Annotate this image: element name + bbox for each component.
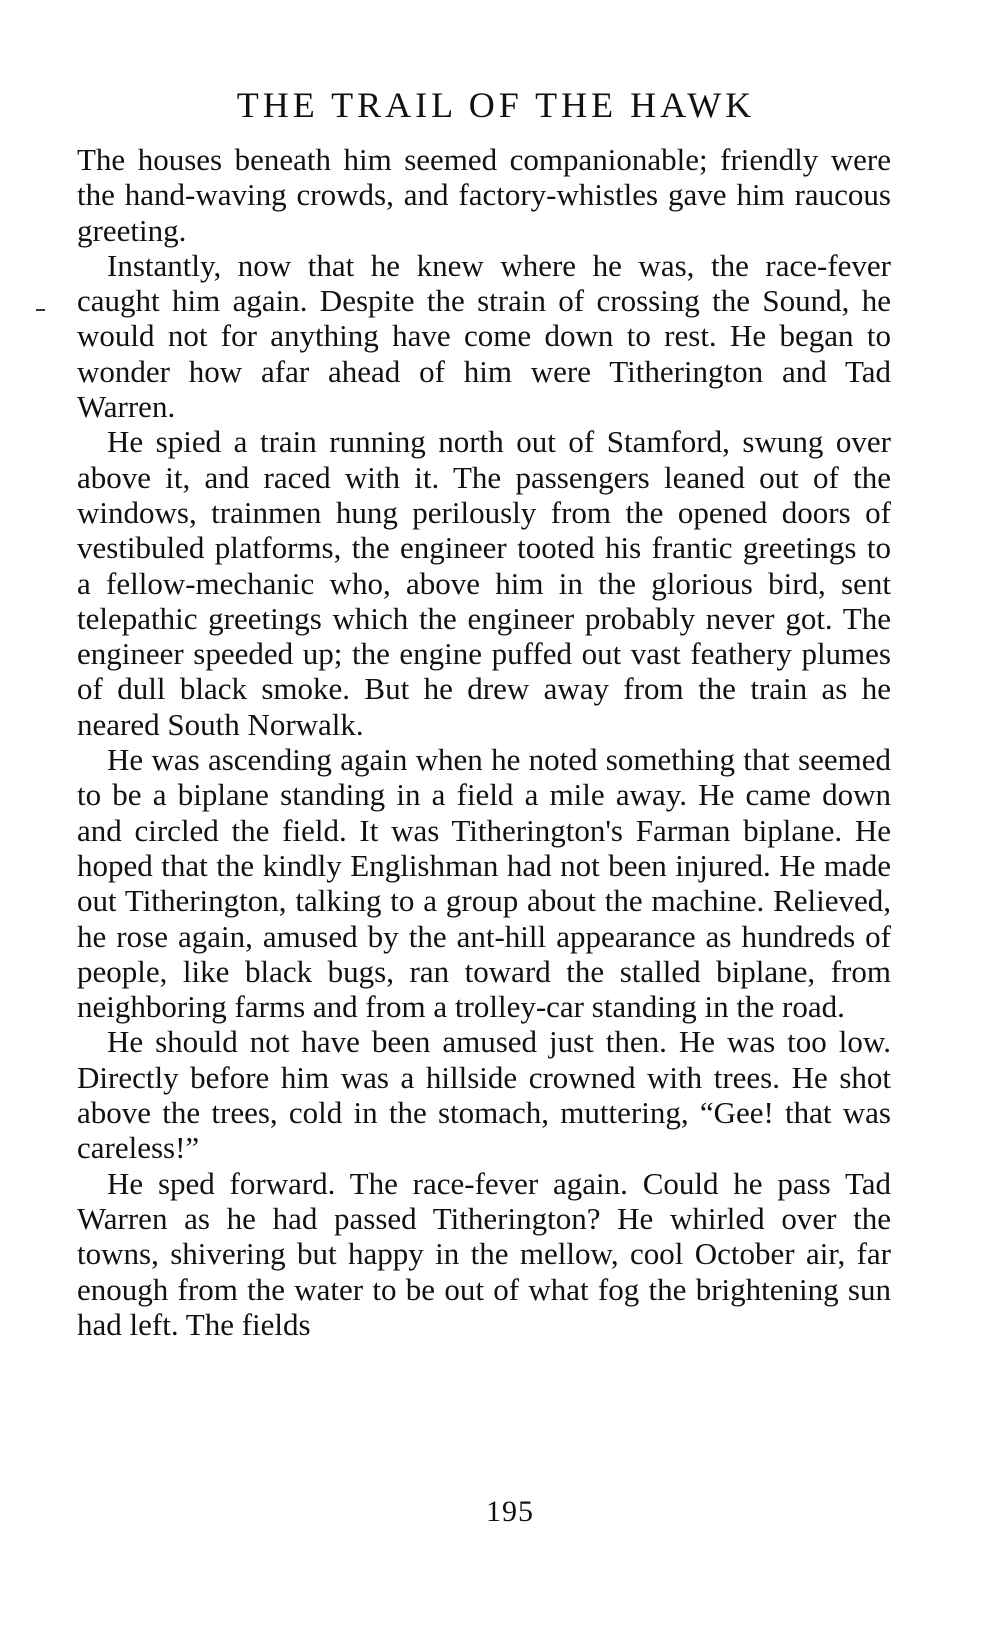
book-page: [77, 80, 891, 1342]
paragraph-3: He spied a train running north out of Stamford, swung over above it, and raced with it. The passengers leaned out of the windows, trainmen hung perilously from the opened doors of vestibuled platforms, the engineer tooted his frantic greetings to a fellow-mechanic who, above him in the glorious bird, sent telepathic greetings which the engineer probably never got. The engineer speeded up; the engine puffed out vast feathery plumes of dull black smoke. But he drew away from the train as he neared South Norwalk.: [77, 424, 891, 742]
paragraph-1: The houses beneath him seemed companionable; friendly were the hand-waving crowds, and factory-whistles gave him raucous greeting.: [77, 142, 891, 248]
page-number: 195: [486, 1495, 534, 1528]
running-head: THE TRAIL OF THE HAWK: [236, 85, 756, 125]
paragraph-5: He should not have been amused just then. He was too low. Directly before him was a hillside crowned with trees. He shot above the trees, cold in the stomach, muttering, “Gee! that was careless!”: [77, 1024, 891, 1166]
paragraph-4: He was ascending again when he noted something that seemed to be a biplane standing in a field a mile away. He came down and circled the field. It was Titherington's Farman biplane. He hoped that the kindly Englishman had not been injured. He made out Titherington, talking to a group about the machine. Relieved, he rose again, amused by the ant-hill appearance as hundreds of people, like black bugs, ran toward the stalled biplane, from neighboring farms and from a trolley-car standing in the road.: [77, 742, 891, 1025]
paragraph-6: He sped forward. The race-fever again. Could he pass Tad Warren as he had passed Titherington? He whirled over the towns, shivering but happy in the mellow, cool October air, far enough from the water to be out of what fog the brightening sun had left. The fields: [77, 1165, 891, 1342]
paragraph-2: Instantly, now that he knew where he was, the race-fever caught him again. Despite the strain of crossing the Sound, he would not for anything have come down to rest. He began to wonder how afar ahead of him were Titherington and Tad Warren.: [77, 247, 891, 425]
margin-mark: [36, 309, 45, 311]
